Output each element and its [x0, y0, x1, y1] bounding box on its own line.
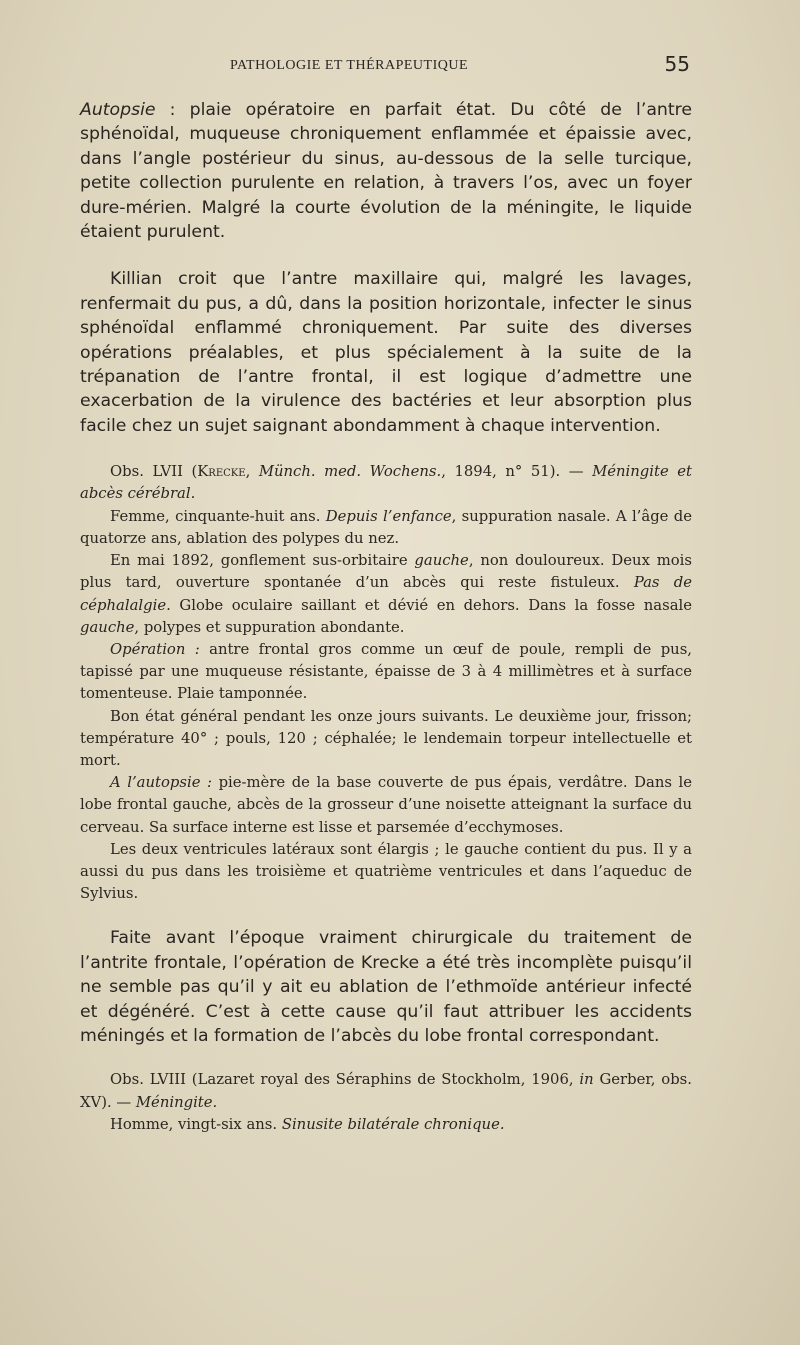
page-header — [80, 52, 690, 82]
autopsy-paragraph — [80, 98, 692, 244]
obs58-heading: Obs. LVIII (Lazaret royal des Séraphins de Stockholm, 1906, in Gerber, obs. XV). — Méningite. — [80, 1071, 692, 1111]
page-body — [80, 98, 692, 1136]
obs58-title: Méningite. — [135, 1093, 218, 1111]
obs57-course: Bon état général pendant les onze jours suivants. Le deuxième jour, frisson; température 40° ; pouls, 120 ; céphalée; le lendemain torpeur intellectuelle et mort. — [80, 707, 692, 769]
obs57-line-2: En mai 1892, gonflement sus-orbitaire gauche, non douloureux. Deux mois plus tard, ouverture spontanée d’un abcès qui reste fistuleux. Pas de céphalalgie. Globe oculaire saillant et dévié en dehors. Dans la fosse nasale gauche, polypes et suppuration abondante. — [80, 552, 692, 636]
obs57-title: Méningite et abcès cérébral. — [80, 463, 692, 503]
observation-58 — [80, 1069, 692, 1136]
killian-paragraph: Killian croit que l’antre maxillaire qui, malgré les lavages, renfermait du pus, a dû, dans la position horizontale, infecter le sinus sphénoïdal enflammé chroniquement. Par suite des diverses opérations préalables, et plus spécialement à la suite de la trépanation de l’antre frontal, il est logique d’admettre une exacerbation de la virulence des bactéries et leur absorption plus facile chez un sujet saignant abondamment à chaque intervention. — [80, 269, 692, 436]
autopsy-label: Autopsie — [80, 100, 156, 120]
autopsy-text: : plaie opératoire en parfait état. Du côté de l’antre sphénoïdal, muqueuse chroniquement enflammée et épaissie avec, dans l’angle postérieur du sinus, au-dessous de la selle turcique, petite collection purulente en relation, à travers l’os, avec un foyer dure-mérien. Malgré la courte évolution de la méningite, le liquide étaient purulent. — [80, 100, 692, 243]
obs57-line-1: Femme, cinquante-huit ans. Depuis l’enfance, suppuration nasale. A l’âge de quatorze ans, ablation des polypes du nez. — [80, 507, 693, 547]
obs57-operation: Opération : antre frontal gros comme un œuf de poule, rempli de pus, tapissé par une muqueuse résistante, épaisse de 3 à 4 millimètres et à surface tomenteuse. Plaie tamponnée. — [80, 640, 692, 703]
observation-57 — [80, 461, 692, 905]
obs57-journal: Münch. med. Wochens. — [258, 463, 442, 481]
obs57-ventricles: Les deux ventricules latéraux sont élargis ; le gauche contient du pus. Il y a aussi du pus dans les troisième et quatrième ventricules et dans l’aqueduc de Sylvius. — [80, 840, 692, 903]
obs57-autopsy: A l’autopsie : pie-mère de la base couverte de pus épais, verdâtre. Dans le lobe frontal gauche, abcès de la grosseur d’une noisette atteignant la surface du cerveau. Sa surface interne est lisse et parsemée d’ecchymoses. — [80, 774, 692, 836]
running-head: PATHOLOGIE ET THÉRAPEUTIQUE — [230, 58, 469, 73]
page-number: 55 — [664, 52, 690, 76]
obs57-author: Krecke — [197, 463, 246, 481]
obs57-heading: Obs. LVII (Krecke, Münch. med. Wochens., 1894, n° 51). — Méningite et abcès cérébral. — [80, 463, 692, 503]
obs58-line-1: Homme, vingt-six ans. Sinusite bilatérale chronique. — [110, 1115, 505, 1133]
krecke-commentary: Faite avant l’époque vraiment chirurgicale du traitement de l’antrite frontale, l’opération de Krecke a été très incomplète puisqu’il ne semble pas qu’il y ait eu ablation de l’ethmoïde antérieur infecté et dégénéré. C’est à cette cause qu’il faut attribuer les accidents méningés et la formation de l’abcès du lobe frontal correspondant. — [80, 928, 692, 1046]
